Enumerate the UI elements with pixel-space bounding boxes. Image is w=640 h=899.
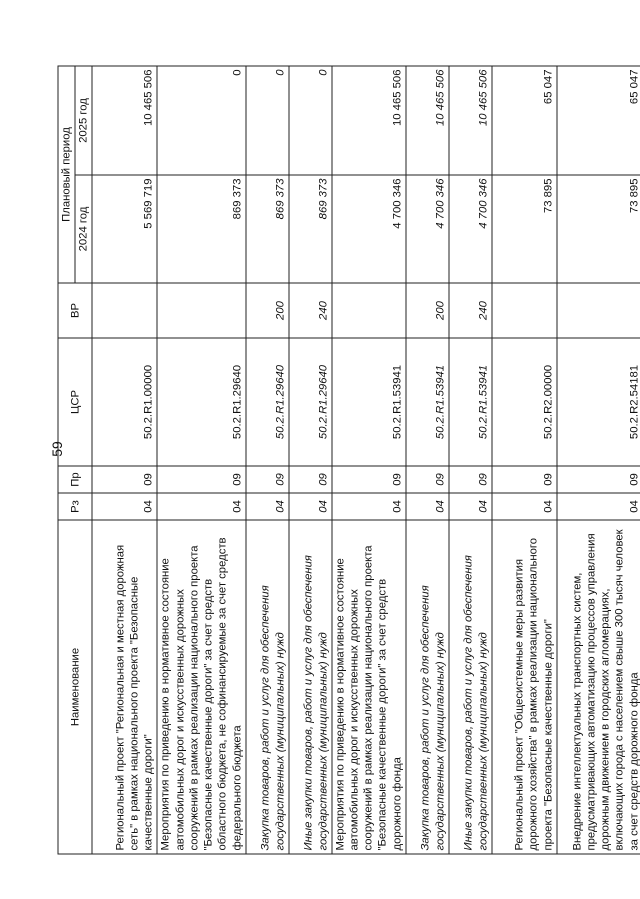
cell-2025: 10 465 506: [449, 66, 492, 175]
table-body: [92, 66, 640, 854]
cell-2025: 0: [289, 66, 332, 175]
cell-2024: 869 373: [157, 175, 245, 283]
cell-2025: 0: [246, 66, 289, 175]
cell-pr: 09: [449, 466, 492, 493]
cell-rz: 04: [449, 493, 492, 520]
header-vr: ВР: [58, 283, 92, 338]
cell-csr: 50.2.R1.53941: [449, 338, 492, 466]
cell-name: Закупка товаров, работ и услуг для обеспечения государственных (муниципальных) нужд: [246, 520, 289, 854]
cell-pr: 09: [406, 466, 449, 493]
cell-csr: 50.2.R1.29640: [289, 338, 332, 466]
header-2024: 2024 год: [75, 175, 92, 283]
cell-pr: 09: [157, 466, 245, 493]
cell-rz: 04: [406, 493, 449, 520]
cell-2024: 4 700 346: [449, 175, 492, 283]
cell-csr: 50.2.R2.54181: [557, 338, 640, 466]
table-row: [332, 66, 406, 854]
table-row: [492, 66, 557, 854]
cell-name: Мероприятия по приведению в нормативное состояние автомобильных дорог и искусственных дорожных сооружений в рамках реализации национального проекта "Безопасные качественные дороги" за счет средств областного бюджета, не софинансируемые за счет средств федерального бюджета: [157, 520, 245, 854]
cell-2024: 4 700 346: [406, 175, 449, 283]
cell-2024: 73 895: [492, 175, 557, 283]
cell-rz: 04: [332, 493, 406, 520]
cell-vr: 200: [246, 283, 289, 338]
cell-vr: [492, 283, 557, 338]
cell-vr: 200: [406, 283, 449, 338]
cell-2025: 65 047: [492, 66, 557, 175]
cell-pr: 09: [246, 466, 289, 493]
cell-vr: [332, 283, 406, 338]
header-name: Наименование: [58, 520, 92, 854]
cell-pr: 09: [332, 466, 406, 493]
cell-name: Региональный проект "Общесистемные меры развития дорожного хозяйства" в рамках реализации национального проекта "Безопасные качественные дороги": [492, 520, 557, 854]
cell-2025: 0: [157, 66, 245, 175]
table-row: [289, 66, 332, 854]
cell-name: Региональный проект "Региональная и местная дорожная сеть" в рамках национального проекта "Безопасные качественные дороги": [92, 520, 157, 854]
cell-name: Мероприятия по приведению в нормативное состояние автомобильных дорог и искусственных дорожных сооружений в рамках реализации национального проекта "Безопасные качественные дороги" за счет средств дорожного фонда: [332, 520, 406, 854]
cell-csr: 50.2.R1.53941: [332, 338, 406, 466]
cell-rz: 04: [157, 493, 245, 520]
cell-2025: 10 465 506: [406, 66, 449, 175]
cell-csr: 50.2.R2.00000: [492, 338, 557, 466]
table-row: [406, 66, 449, 854]
budget-table-container: [58, 66, 640, 854]
cell-2025: 65 047: [557, 66, 640, 175]
cell-rz: 04: [557, 493, 640, 520]
cell-pr: 09: [492, 466, 557, 493]
cell-2024: 4 700 346: [332, 175, 406, 283]
cell-pr: 09: [92, 466, 157, 493]
cell-pr: 09: [557, 466, 640, 493]
cell-name: Закупка товаров, работ и услуг для обеспечения государственных (муниципальных) нужд: [406, 520, 449, 854]
cell-vr: [92, 283, 157, 338]
table-row: [449, 66, 492, 854]
header-pr: Пр: [58, 466, 92, 493]
cell-rz: 04: [92, 493, 157, 520]
cell-rz: 04: [246, 493, 289, 520]
table-row: [92, 66, 157, 854]
header-csr: ЦСР: [58, 338, 92, 466]
cell-2024: 73 895: [557, 175, 640, 283]
table-row: [557, 66, 640, 854]
cell-2024: 869 373: [246, 175, 289, 283]
cell-2025: 10 465 506: [332, 66, 406, 175]
page-number: 59: [49, 441, 65, 457]
cell-name: Внедрение интеллектуальных транспортных систем, предусматривающих автоматизацию процессов управления дорожным движением в городских агломерациях, включающих города с населением свыше 300 тысяч человек за счет средств дорожного фонда: [557, 520, 640, 854]
header-rz: Рз: [58, 493, 92, 520]
cell-vr: [157, 283, 245, 338]
cell-2024: 869 373: [289, 175, 332, 283]
budget-table: [58, 65, 640, 854]
cell-rz: 04: [289, 493, 332, 520]
cell-vr: 240: [289, 283, 332, 338]
cell-csr: 50.2.R1.53941: [406, 338, 449, 466]
cell-csr: 50.2.R1.00000: [92, 338, 157, 466]
cell-pr: 09: [289, 466, 332, 493]
cell-2024: 5 569 719: [92, 175, 157, 283]
cell-csr: 50.2.R1.29640: [246, 338, 289, 466]
header-planned-period: Плановый период: [58, 66, 75, 283]
cell-vr: 240: [449, 283, 492, 338]
table-row: [246, 66, 289, 854]
table-row: [157, 66, 245, 854]
cell-csr: 50.2.R1.29640: [157, 338, 245, 466]
header-2025: 2025 год: [75, 66, 92, 175]
cell-rz: 04: [492, 493, 557, 520]
cell-name: Иные закупки товаров, работ и услуг для обеспечения государственных (муниципальных) нужд: [449, 520, 492, 854]
cell-name: Иные закупки товаров, работ и услуг для обеспечения государственных (муниципальных) нужд: [289, 520, 332, 854]
cell-vr: [557, 283, 640, 338]
cell-2025: 10 465 506: [92, 66, 157, 175]
